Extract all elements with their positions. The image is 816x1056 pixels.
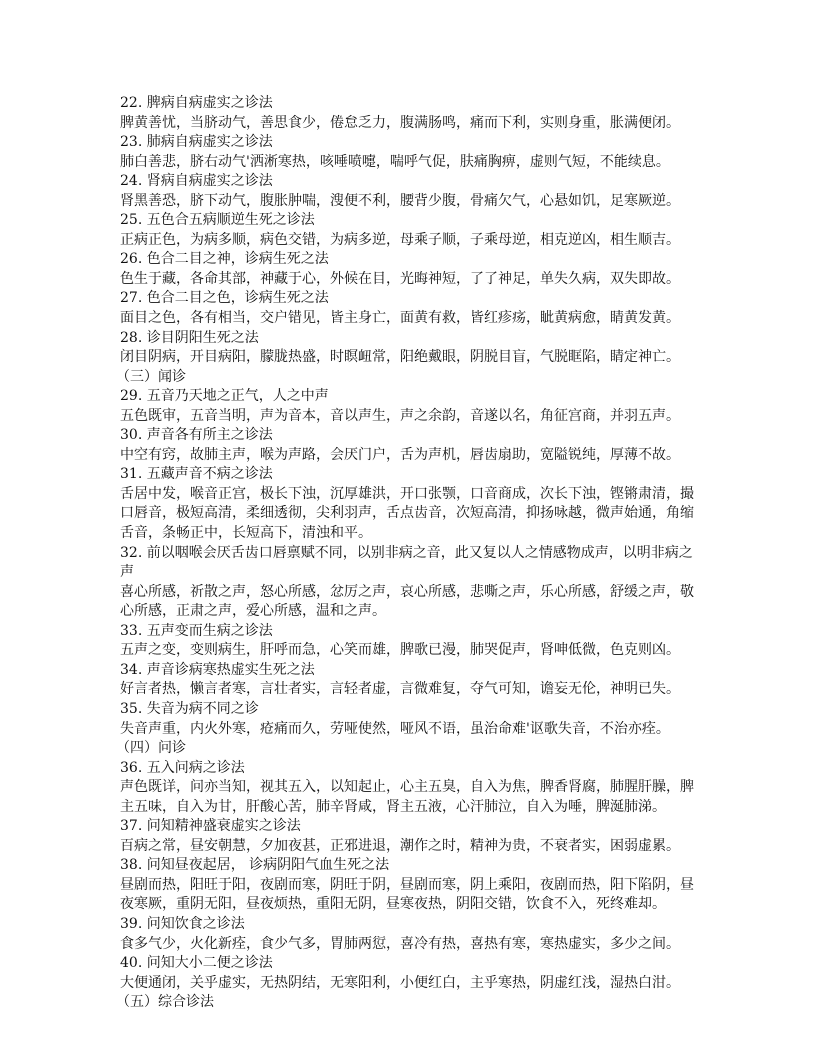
body-paragraph: 色生于藏，各命其部，神藏于心，外候在目，光晦神短，了了神足，单失久病，双失即故。: [120, 270, 680, 287]
body-paragraph: 喜心所感，祈散之声，怒心所感，忿厉之声，哀心所感，悲嘶之声，乐心所感，舒缓之声，敬心所感，正肃之声，爱心所感，温和之声。: [120, 583, 694, 620]
section-heading: （四）问诊: [116, 740, 186, 757]
item-heading: 24. 肾病自病虚实之诊法: [120, 173, 273, 190]
body-paragraph: 五色既审，五音当明，声为音本，音以声生，声之余韵，音遂以名，角征宫商，并羽五声。: [120, 407, 680, 424]
body-paragraph: 肺白善悲，脐右动气'洒淅寒热，咳唾喷嚏，喘呼气促，肤痛胸痹，虚则气短，不能续息。: [120, 153, 670, 170]
body-paragraph: 昼剧而热，阳旺于阳，夜剧而寒，阴旺于阴，昼剧而寒，阴上乘阳，夜剧而热，阳下陷阴，昼夜寒厥，重阴无阳，昼夜烦热，重阳无阴，昼寒夜热，阴阳交错，饮食不入，死终难却。: [120, 876, 694, 913]
item-heading: 37. 问知精神盛衰虚实之诊法: [120, 818, 301, 835]
item-heading: 27. 色合二目之色，诊病生死之法: [120, 290, 329, 307]
item-heading: 26. 色合二目之神，诊病生死之法: [120, 251, 329, 268]
body-paragraph: 好言者热，懒言者寒，言壮者实，言轻者虚，言微难复，夺气可知，谵妄无伦，神明已失。: [120, 681, 680, 698]
item-heading: 39. 问知饮食之诊法: [120, 915, 245, 932]
item-heading: 22. 脾病自病虚实之诊法: [120, 95, 273, 111]
item-heading: 40. 问知大小二便之诊法: [120, 955, 273, 972]
body-paragraph: 五声之变，变则病生，肝呼而急，心笑而雄，脾歌已漫，肺哭促声，肾呻低微，色克则凶。: [120, 642, 680, 659]
item-heading: 23. 肺病自病虚实之诊法: [120, 134, 273, 151]
item-heading: 31. 五藏声音不病之诊法: [120, 466, 273, 483]
item-heading: 36. 五入问病之诊法: [120, 759, 245, 776]
body-paragraph: 中空有窍，故肺主声，喉为声路，会厌门户，舌为声机，唇齿扇助，宽隘锐纯，厚薄不故。: [120, 446, 680, 463]
item-heading: 33. 五声变而生病之诊法: [120, 622, 273, 639]
item-heading: 25. 五色合五病顺逆生死之诊法: [120, 212, 315, 229]
item-heading: 35. 失音为病不同之诊: [120, 700, 259, 717]
item-heading: 38. 问知昼夜起居， 诊病阴阳气血生死之法: [120, 857, 390, 874]
section-heading: （三）闻诊: [116, 368, 186, 385]
body-paragraph: 闭目阴病，开目病阳，朦胧热盛，时瞑衄常，阳绝戴眼，阴脱目盲，气脱眶陷，睛定神亡。: [120, 349, 680, 366]
body-paragraph: 舌居中发，喉音正宫，极长下浊，沉厚雄洪，开口张颚，口音商成，次长下浊，铿锵肃清，撮口唇音，极短高清，柔细透彻，尖利羽声，舌点齿音，次短高清，抑扬咏越，微声始通，角缩舌音，条畅正中，长短高下，清浊和平。: [120, 485, 694, 542]
item-heading: 30. 声音各有所主之诊法: [120, 427, 273, 444]
body-paragraph: 正病正色，为病多顺，病色交错，为病多逆，母乘子顺，子乘母逆，相克逆凶，相生顺吉。: [120, 231, 680, 248]
body-paragraph: 脾黄善忧，当脐动气，善思食少，倦怠乏力，腹满肠鸣，痛而下利，实则身重，胀满便闭。: [120, 114, 680, 131]
body-paragraph: 百病之常，昼安朝慧，夕加夜甚，正邪进退，潮作之时，精神为贵，不衰者实，困弱虚累。: [120, 837, 680, 854]
item-heading: 34. 声音诊病寒热虚实生死之法: [120, 661, 315, 678]
item-heading: 28. 诊目阴阳生死之法: [120, 329, 259, 346]
section-heading: （五）综合诊法: [116, 994, 214, 1011]
document-page: [116, 94, 700, 1013]
item-heading: 32. 前以咽喉会厌舌齿口唇禀赋不同，以别非病之音，此又复以人之情感物成声，以明非病之声: [120, 544, 693, 581]
body-paragraph: 失音声重，内火外寒，疮痛而久，劳哑使然，哑风不语，虽治命难'讴歌失音，不治亦痊。: [120, 720, 670, 737]
body-paragraph: 食多气少，火化新痊，食少气多，胃肺两愆，喜冷有热，喜热有寒，寒热虚实，多少之间。: [120, 935, 680, 952]
body-paragraph: 声色既详，问亦当知，视其五入，以知起止，心主五臭，自入为焦，脾香肾腐，肺腥肝臊，脾主五味，自入为甘，肝酸心苦，肺辛肾咸，肾主五液，心汗肺泣，自入为唾，脾涎肺涕。: [120, 779, 694, 815]
item-heading: 29. 五音乃天地之正气，人之中声: [120, 388, 329, 405]
body-paragraph: 肾黑善恐，脐下动气，腹胀肿喘，溲便不利，腰背少腹，骨痛欠气，心悬如饥，足寒厥逆。: [120, 192, 680, 209]
body-paragraph: 大便通闭，关乎虚实，无热阴结，无寒阳利，小便红白，主乎寒热，阴虚红浅，湿热白泔。: [120, 974, 680, 991]
body-paragraph: 面目之色，各有相当，交户错见，皆主身亡，面黄有救，皆红疹疡，眦黄病愈，睛黄发黄。: [120, 310, 680, 327]
